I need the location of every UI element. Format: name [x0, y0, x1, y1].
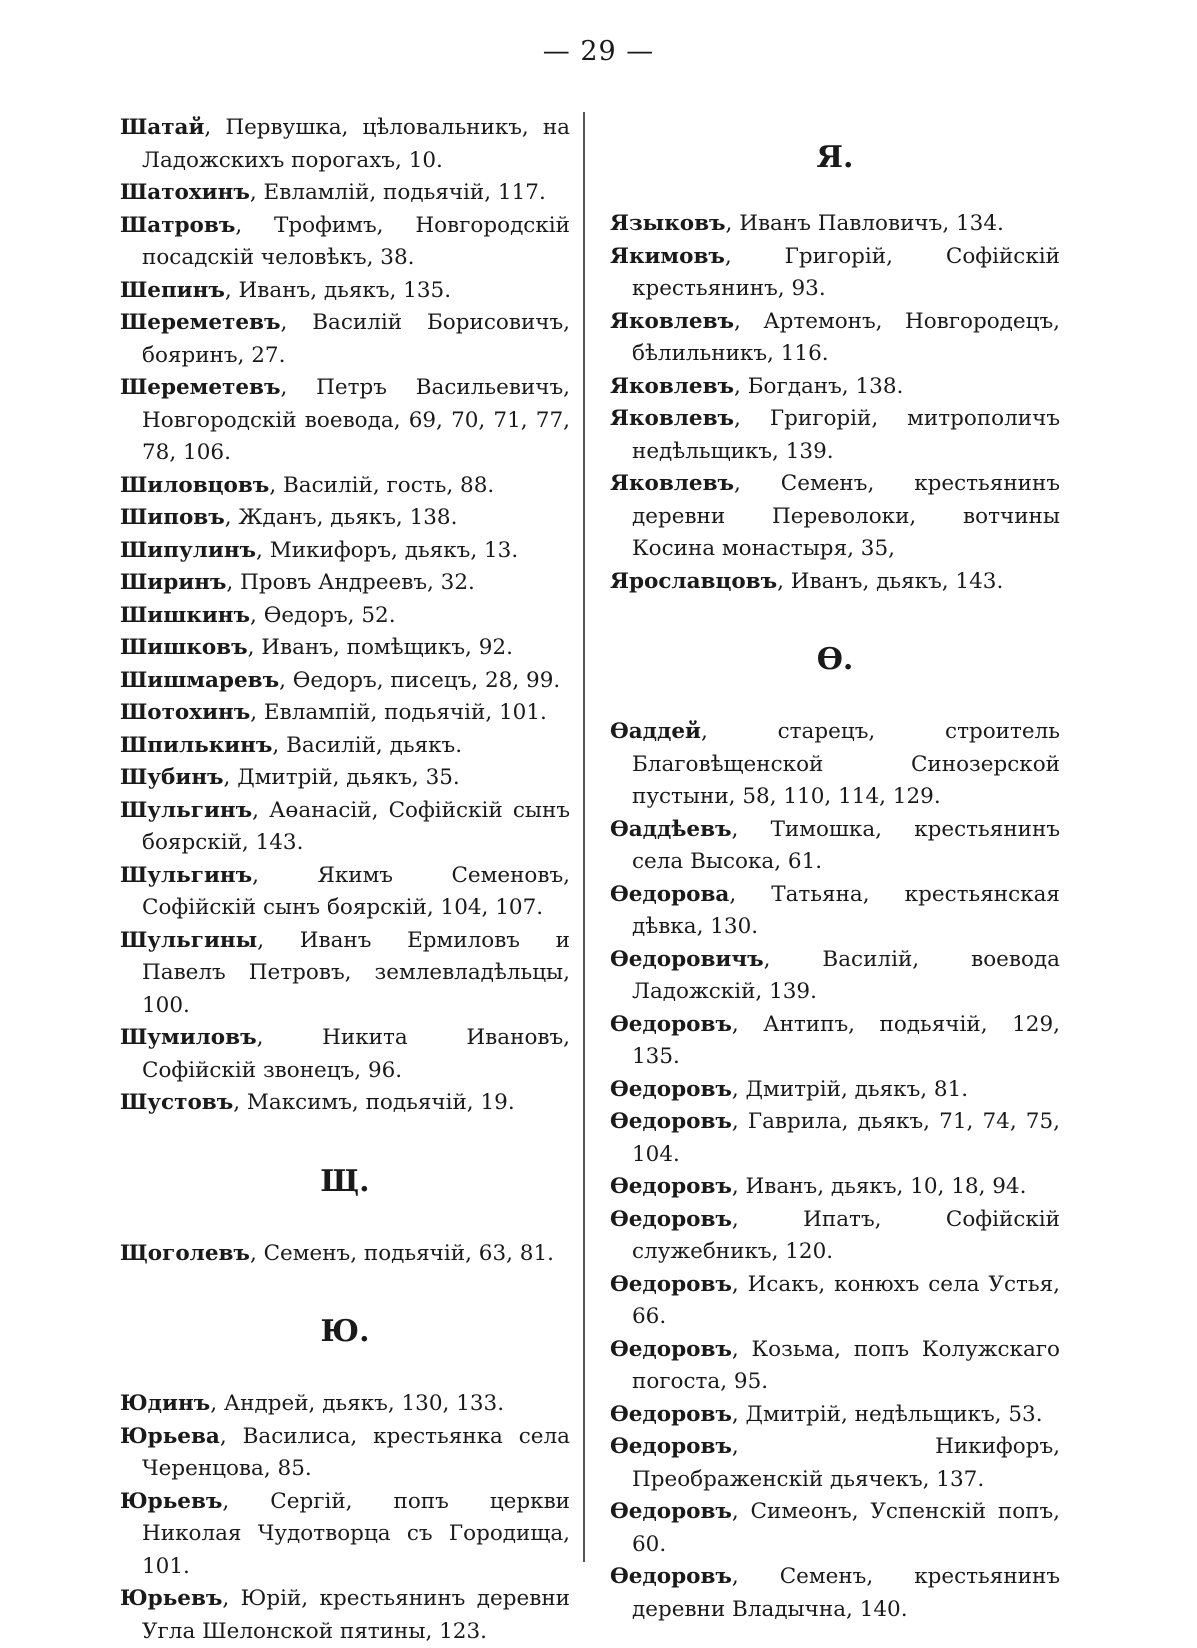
- entry-details: , Григорій, Софійскій крестьянинъ, 93.: [632, 243, 1060, 301]
- index-entry: [610, 1171, 1060, 1204]
- entry-details: , Гаврила, дьякъ, 71, 74, 75, 104.: [632, 1109, 1060, 1167]
- entry-details: , Провъ Андреевъ, 32.: [226, 570, 475, 595]
- entry-surname: Шишмаревъ: [120, 667, 280, 693]
- entry-surname: Яковлевъ: [610, 373, 735, 399]
- index-entry: [610, 1334, 1060, 1399]
- index-entry: [610, 1009, 1060, 1074]
- index-entry: [610, 879, 1060, 944]
- entry-details: , Семенъ, подьячій, 63, 81.: [249, 1240, 554, 1266]
- entry-details: , Иванъ, дьякъ, 10, 18, 94.: [731, 1174, 1027, 1199]
- entry-details: , Иванъ, помѣщикъ, 92.: [247, 635, 513, 660]
- index-entry: [120, 112, 570, 177]
- index-entry: [610, 1106, 1060, 1171]
- index-entry: [120, 210, 570, 275]
- entry-details: , Юрій, крестьянинъ деревни Угла Шелонской пятины, 123.: [142, 1586, 570, 1644]
- entry-details: , Симеонъ, Успенскій попъ, 60.: [632, 1499, 1060, 1557]
- index-entry: [610, 716, 1060, 814]
- index-entry: [120, 1388, 570, 1421]
- entry-surname: Яковлевъ: [610, 471, 735, 496]
- entry-details: , Сергій, попъ церкви Николая Чудотворца съ Городища, 101.: [142, 1488, 570, 1579]
- entry-details: , Иванъ, дьякъ, 143.: [777, 568, 1004, 594]
- entry-surname: Юрьева: [120, 1423, 220, 1449]
- section-ya: [610, 208, 1060, 598]
- entry-details: , Василій, гость, 88.: [269, 472, 495, 498]
- entry-surname: Яковлевъ: [610, 406, 735, 431]
- entry-details: , Трофимъ, Новгородскій посадскій человѣкъ, 38.: [142, 212, 570, 270]
- index-entry: [120, 730, 570, 763]
- index-entry: [120, 1022, 570, 1087]
- entry-surname: Юрьевъ: [120, 1586, 223, 1611]
- entry-surname: Юдинъ: [120, 1391, 211, 1416]
- section-heading-yu: Ю.: [320, 1314, 370, 1349]
- entry-surname: Өедоровъ: [610, 1499, 732, 1524]
- entry-surname: Шиповъ: [120, 505, 225, 530]
- index-entry: [610, 1399, 1060, 1432]
- index-entry: [610, 1269, 1060, 1334]
- entry-details: , Козьма, попъ Колужскаго погоста, 95.: [632, 1336, 1060, 1394]
- entry-details: , Петръ Васильевичъ, Новгородскій воевода, 69, 70, 71, 77, 78, 106.: [142, 375, 570, 465]
- entry-surname: Өедоровъ: [610, 1401, 732, 1427]
- left-column: [120, 112, 570, 1648]
- index-entry: [120, 275, 570, 308]
- index-entry: [120, 925, 570, 1023]
- index-entry: [610, 1204, 1060, 1269]
- entry-surname: Өедоровъ: [610, 1174, 732, 1199]
- index-entry: [120, 665, 570, 698]
- entry-surname: Шпилькинъ: [120, 732, 273, 758]
- section-fita: [610, 716, 1060, 1626]
- index-entry: [120, 1486, 570, 1584]
- entry-details: , Никита Ивановъ, Софійскій звонецъ, 96.: [142, 1025, 570, 1083]
- entry-surname: Шатровъ: [120, 212, 236, 238]
- entry-surname: Шатай: [120, 115, 205, 140]
- index-entry: [120, 600, 570, 633]
- entry-details: , Андрей, дьякъ, 130, 133.: [210, 1391, 505, 1416]
- entry-details: , Иванъ Ермиловъ и Павелъ Петровъ, землевладѣльцы, 100.: [142, 927, 570, 1018]
- entry-details: , Иванъ Павловичъ, 134.: [725, 211, 1004, 236]
- entry-surname: Өедорова: [610, 881, 730, 907]
- entry-surname: Шотохинъ: [120, 700, 251, 725]
- entry-details: , Василій, воевода Ладожскій, 139.: [632, 946, 1060, 1004]
- entry-details: , Григорій, митрополичъ недѣльщикъ, 139.: [632, 406, 1060, 464]
- entry-details: , Өедоръ, писецъ, 28, 99.: [279, 667, 561, 693]
- entry-details: , Иванъ, дьякъ, 135.: [224, 277, 452, 303]
- entry-surname: Якимовъ: [610, 243, 725, 269]
- index-entry: [120, 502, 570, 535]
- entry-details: , Богданъ, 138.: [734, 373, 904, 399]
- index-entry: [120, 1421, 570, 1486]
- entry-surname: Шипулинъ: [120, 537, 257, 563]
- entry-surname: Шепинъ: [120, 277, 225, 303]
- index-entry: [120, 307, 570, 372]
- page-number: — 29 —: [542, 36, 655, 67]
- entry-details: , Исакъ, конюхъ села Устья, 66.: [632, 1271, 1060, 1329]
- entry-details: , Микифоръ, дьякъ, 13.: [256, 537, 519, 563]
- entry-surname: Өедоровъ: [610, 1271, 732, 1297]
- index-entry: [610, 1496, 1060, 1561]
- entry-details: , Евлампій, подьячій, 101.: [250, 700, 547, 725]
- index-entry: [610, 468, 1060, 566]
- entry-details: , Жданъ, дьякъ, 138.: [224, 505, 458, 530]
- index-entry: [120, 762, 570, 795]
- index-entry: [610, 208, 1060, 241]
- entry-details: , Артемонъ, Новгородецъ, бѣлильникъ, 116.: [632, 308, 1060, 366]
- entry-details: , Никифоръ, Преображенскій дьячекъ, 137.: [632, 1434, 1060, 1492]
- entry-surname: Ширинъ: [120, 570, 227, 595]
- entry-details: , Якимъ Семеновъ, Софійскій сынъ боярскій, 104, 107.: [142, 862, 570, 920]
- section-heading-ya: Я.: [816, 140, 854, 175]
- index-entry: [120, 567, 570, 600]
- entry-surname: Өаддей: [610, 719, 701, 744]
- entry-details: , Евламлій, подьячій, 117.: [249, 180, 546, 205]
- entry-surname: Шульгинъ: [120, 862, 253, 888]
- entry-details: , Семенъ, крестьянинъ деревни Переволоки, вотчины Косина монастыря, 35,: [632, 471, 1060, 561]
- entry-surname: Юрьевъ: [120, 1488, 223, 1514]
- entry-surname: Шишковъ: [120, 635, 248, 660]
- index-entry: [610, 1561, 1060, 1626]
- right-column: [610, 208, 1060, 1626]
- index-entry: [610, 566, 1060, 599]
- entry-surname: Щоголевъ: [120, 1240, 250, 1266]
- index-entry: [120, 1087, 570, 1120]
- entry-surname: Языковъ: [610, 211, 726, 236]
- index-entry: [120, 860, 570, 925]
- index-entry: [120, 177, 570, 210]
- section-heading-shch: Щ.: [320, 1163, 370, 1199]
- entry-details: , Дмитрій, дьякъ, 81.: [731, 1076, 969, 1102]
- entry-details: , Василій, дьякъ.: [272, 732, 463, 758]
- entry-surname: Өедоровичъ: [610, 946, 764, 972]
- section-sh: [120, 112, 570, 1120]
- entry-details: , Первушка, цѣловальникъ, на Ладожскихъ порогахъ, 10.: [142, 115, 570, 173]
- entry-surname: Шубинъ: [120, 765, 224, 790]
- index-entry: [610, 241, 1060, 306]
- index-entry: [610, 1431, 1060, 1496]
- section-heading-fita: Ө.: [816, 642, 854, 677]
- index-entry: [120, 1238, 570, 1271]
- index-entry: [120, 372, 570, 470]
- entry-surname: Шиловцовъ: [120, 472, 270, 498]
- entry-surname: Шереметевъ: [120, 375, 281, 400]
- index-entry: [120, 535, 570, 568]
- entry-surname: Шишкинъ: [120, 602, 251, 628]
- entry-surname: Өедоровъ: [610, 1434, 732, 1459]
- entry-surname: Өедоровъ: [610, 1076, 732, 1102]
- entry-surname: Шульгины: [120, 927, 258, 953]
- entry-details: , Дмитрій, дьякъ, 35.: [223, 765, 460, 790]
- entry-details: , Аөанасій, Софійскій сынъ боярскій, 143.: [142, 797, 570, 855]
- entry-details: , старецъ, строитель Благовѣщенской Синозерской пустыни, 58, 110, 114, 129.: [632, 719, 1060, 809]
- index-entry: [610, 306, 1060, 371]
- entry-surname: Өедоровъ: [610, 1336, 732, 1362]
- entry-details: , Дмитрій, недѣльщикъ, 53.: [731, 1401, 1043, 1427]
- index-entry: [610, 814, 1060, 879]
- index-entry: [120, 1583, 570, 1648]
- index-entry: [610, 1074, 1060, 1107]
- entry-surname: Өедоровъ: [610, 1109, 732, 1134]
- column-divider: [583, 112, 585, 1562]
- entry-details: , Василиса, крестьянка села Черенцова, 85.: [142, 1423, 570, 1481]
- index-entry: [120, 470, 570, 503]
- entry-details: , Максимъ, подьячій, 19.: [233, 1090, 515, 1115]
- entry-details: , Өедоръ, 52.: [250, 602, 396, 628]
- entry-surname: Шустовъ: [120, 1090, 234, 1115]
- entry-surname: Өедоровъ: [610, 1206, 732, 1232]
- index-entry: [120, 795, 570, 860]
- index-entry: [610, 371, 1060, 404]
- index-entry: [610, 944, 1060, 1009]
- entry-details: , Антипъ, подьячій, 129, 135.: [632, 1011, 1060, 1069]
- entry-surname: Ярославцовъ: [610, 568, 778, 594]
- entry-surname: Шумиловъ: [120, 1025, 257, 1050]
- entry-surname: Шульгинъ: [120, 797, 253, 823]
- entry-details: , Ипатъ, Софійскій служебникъ, 120.: [632, 1206, 1060, 1264]
- entry-details: , Семенъ, крестьянинъ деревни Владычна, 140.: [632, 1564, 1060, 1622]
- entry-details: , Татьяна, крестьянская дѣвка, 130.: [632, 881, 1060, 939]
- entry-surname: Өаддѣевъ: [610, 816, 732, 842]
- index-entry: [120, 697, 570, 730]
- section-shch: [120, 1238, 570, 1271]
- entry-details: , Василій Борисовичъ, бояринъ, 27.: [142, 310, 570, 368]
- index-entry: [120, 632, 570, 665]
- entry-surname: Өедоровъ: [610, 1011, 732, 1037]
- index-entry: [610, 403, 1060, 468]
- entry-surname: Шереметевъ: [120, 310, 281, 335]
- entry-surname: Өедоровъ: [610, 1564, 732, 1589]
- entry-surname: Шатохинъ: [120, 180, 250, 205]
- entry-details: , Тимошка, крестьянинъ села Высока, 61.: [632, 816, 1060, 874]
- entry-surname: Яковлевъ: [610, 308, 735, 334]
- section-yu: [120, 1388, 570, 1648]
